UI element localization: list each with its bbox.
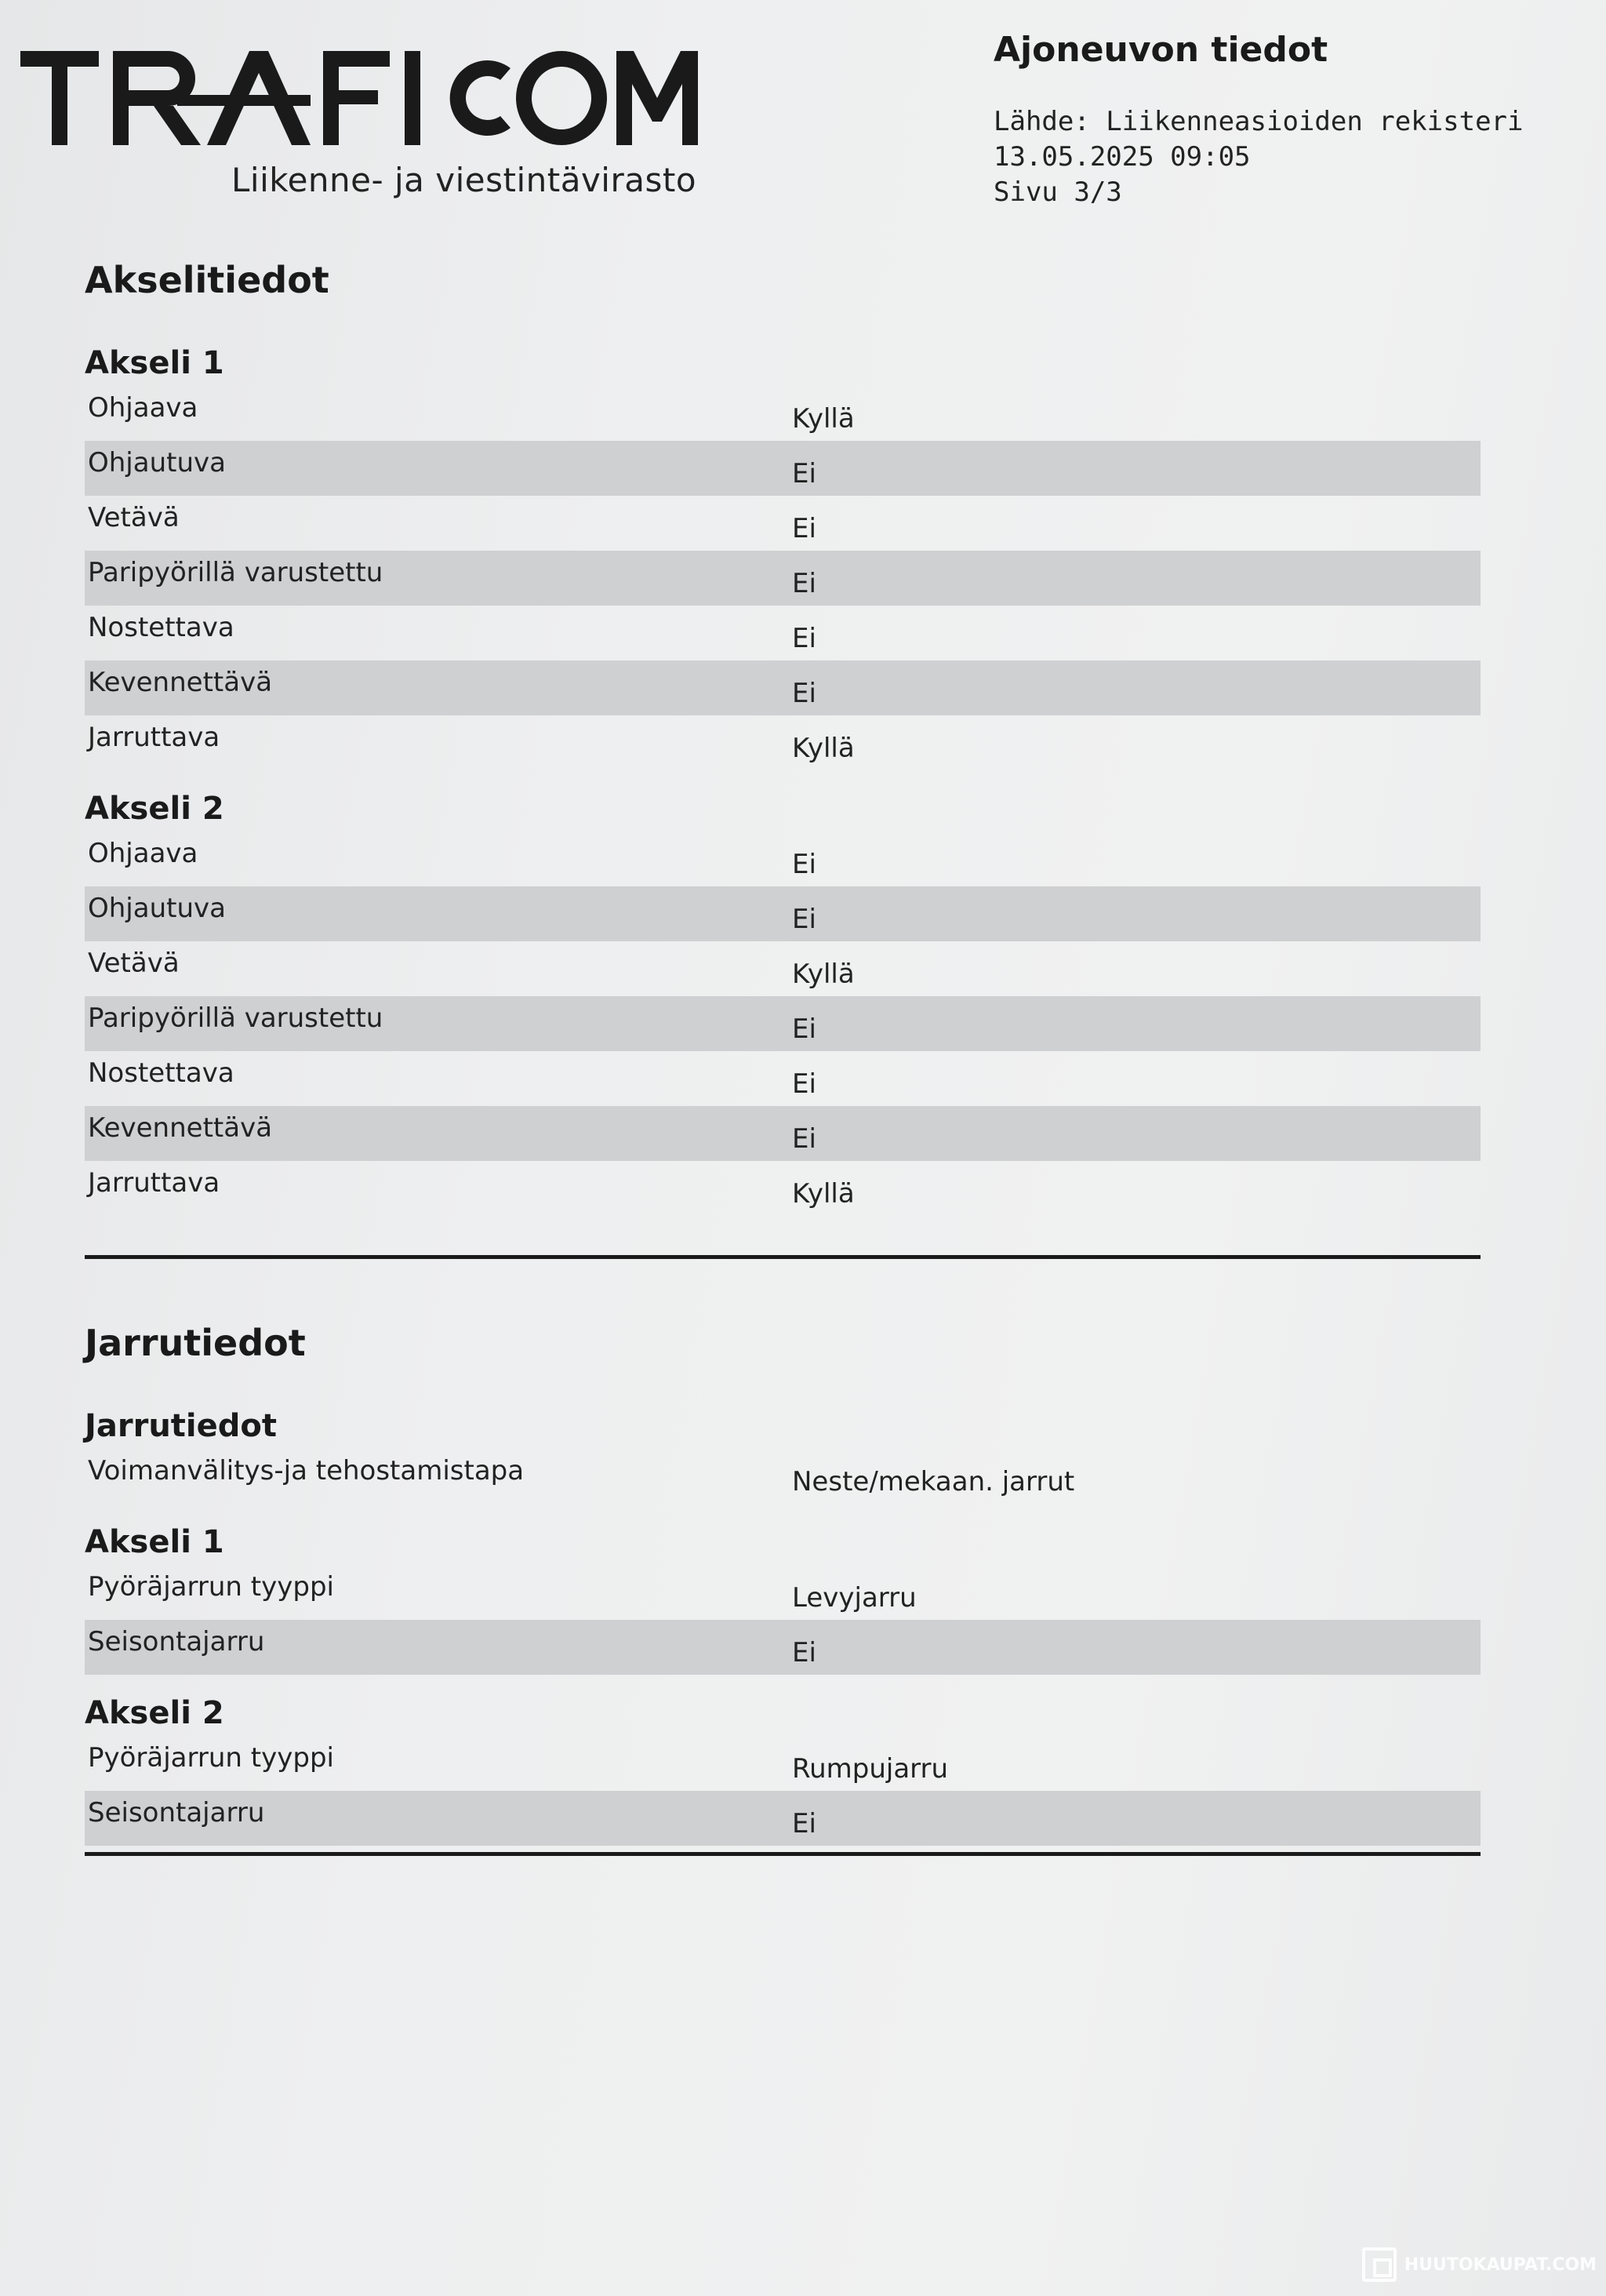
section-title-akselitiedot: Akselitiedot xyxy=(85,259,329,301)
row-value: Ei xyxy=(792,1013,816,1045)
row-label: Paripyörillä varustettu xyxy=(88,1002,383,1034)
table-row xyxy=(85,715,1481,770)
row-label: Jarruttava xyxy=(88,722,220,753)
table-row xyxy=(85,1449,1481,1504)
row-label: Ohjaava xyxy=(88,392,198,424)
row-label: Seisontajarru xyxy=(88,1626,265,1657)
row-value: Ei xyxy=(792,513,816,544)
table-row xyxy=(85,1051,1481,1106)
group-title-akseli-1: Akseli 1 xyxy=(85,1524,224,1560)
section-title-jarrutiedot: Jarrutiedot xyxy=(85,1322,306,1364)
document-title: Ajoneuvon tiedot xyxy=(994,30,1328,70)
row-label: Vetävä xyxy=(88,948,180,979)
table-row xyxy=(85,1791,1481,1846)
row-label: Ohjaava xyxy=(88,838,198,869)
table-row xyxy=(85,1620,1481,1675)
table-row xyxy=(85,386,1481,441)
row-value: Rumpujarru xyxy=(792,1753,949,1785)
table-row xyxy=(85,1736,1481,1791)
row-label: Voimanvälitys-ja tehostamistapa xyxy=(88,1455,525,1486)
watermark xyxy=(1362,2247,1597,2282)
document-header xyxy=(994,30,1574,210)
watermark-text: HUUTOKAUPAT.COM xyxy=(1404,2254,1597,2275)
row-value: Neste/mekaan. jarrut xyxy=(792,1466,1075,1497)
row-value: Kyllä xyxy=(792,403,855,435)
row-label: Kevennettävä xyxy=(88,1112,273,1144)
row-value: Ei xyxy=(792,1808,816,1839)
table-row xyxy=(85,996,1481,1051)
row-label: Nostettava xyxy=(88,612,234,643)
group-title-akseli-2: Akseli 2 xyxy=(85,1695,224,1731)
group-title-akseli-2: Akseli 2 xyxy=(85,791,224,827)
section-divider xyxy=(85,1852,1481,1856)
table-row xyxy=(85,551,1481,606)
row-value: Kyllä xyxy=(792,959,855,990)
table-row xyxy=(85,886,1481,941)
row-value: Ei xyxy=(792,678,816,709)
row-label: Kevennettävä xyxy=(88,667,273,698)
row-label: Ohjautuva xyxy=(88,893,226,924)
row-label: Pyöräjarrun tyyppi xyxy=(88,1742,334,1774)
row-label: Seisontajarru xyxy=(88,1797,265,1828)
row-label: Nostettava xyxy=(88,1057,234,1089)
row-value: Kyllä xyxy=(792,1178,855,1210)
watermark-logo-icon xyxy=(1362,2247,1397,2282)
table-row xyxy=(85,831,1481,886)
row-value: Ei xyxy=(792,1637,816,1668)
page-number: Sivu 3/3 xyxy=(994,176,1122,208)
table-row xyxy=(85,606,1481,660)
table-row xyxy=(85,1565,1481,1620)
row-value: Ei xyxy=(792,904,816,935)
table-row xyxy=(85,441,1481,496)
traficom-wordmark-icon xyxy=(20,43,703,161)
document-content xyxy=(85,259,1481,1856)
table-row xyxy=(85,496,1481,551)
row-value: Ei xyxy=(792,1123,816,1155)
row-label: Ohjautuva xyxy=(88,447,226,478)
table-row xyxy=(85,941,1481,996)
row-value: Ei xyxy=(792,458,816,489)
datetime-line: 13.05.2025 09:05 xyxy=(994,141,1251,173)
row-value: Kyllä xyxy=(792,733,855,764)
logo-subtitle: Liikenne- ja viestintävirasto xyxy=(231,161,697,199)
row-label: Jarruttava xyxy=(88,1167,220,1199)
row-label: Paripyörillä varustettu xyxy=(88,557,383,588)
row-label: Vetävä xyxy=(88,502,180,533)
row-label: Pyöräjarrun tyyppi xyxy=(88,1571,334,1603)
row-value: Ei xyxy=(792,623,816,654)
group-title-akseli-1: Akseli 1 xyxy=(85,345,224,381)
row-value: Ei xyxy=(792,568,816,599)
table-row xyxy=(85,1161,1481,1216)
table-row xyxy=(85,1106,1481,1161)
source-line: Lähde: Liikenneasioiden rekisteri xyxy=(994,106,1524,137)
group-title-jarrutiedot: Jarrutiedot xyxy=(85,1408,277,1444)
row-value: Ei xyxy=(792,1068,816,1100)
row-value: Levyjarru xyxy=(792,1582,917,1614)
row-value: Ei xyxy=(792,849,816,880)
table-row xyxy=(85,660,1481,715)
